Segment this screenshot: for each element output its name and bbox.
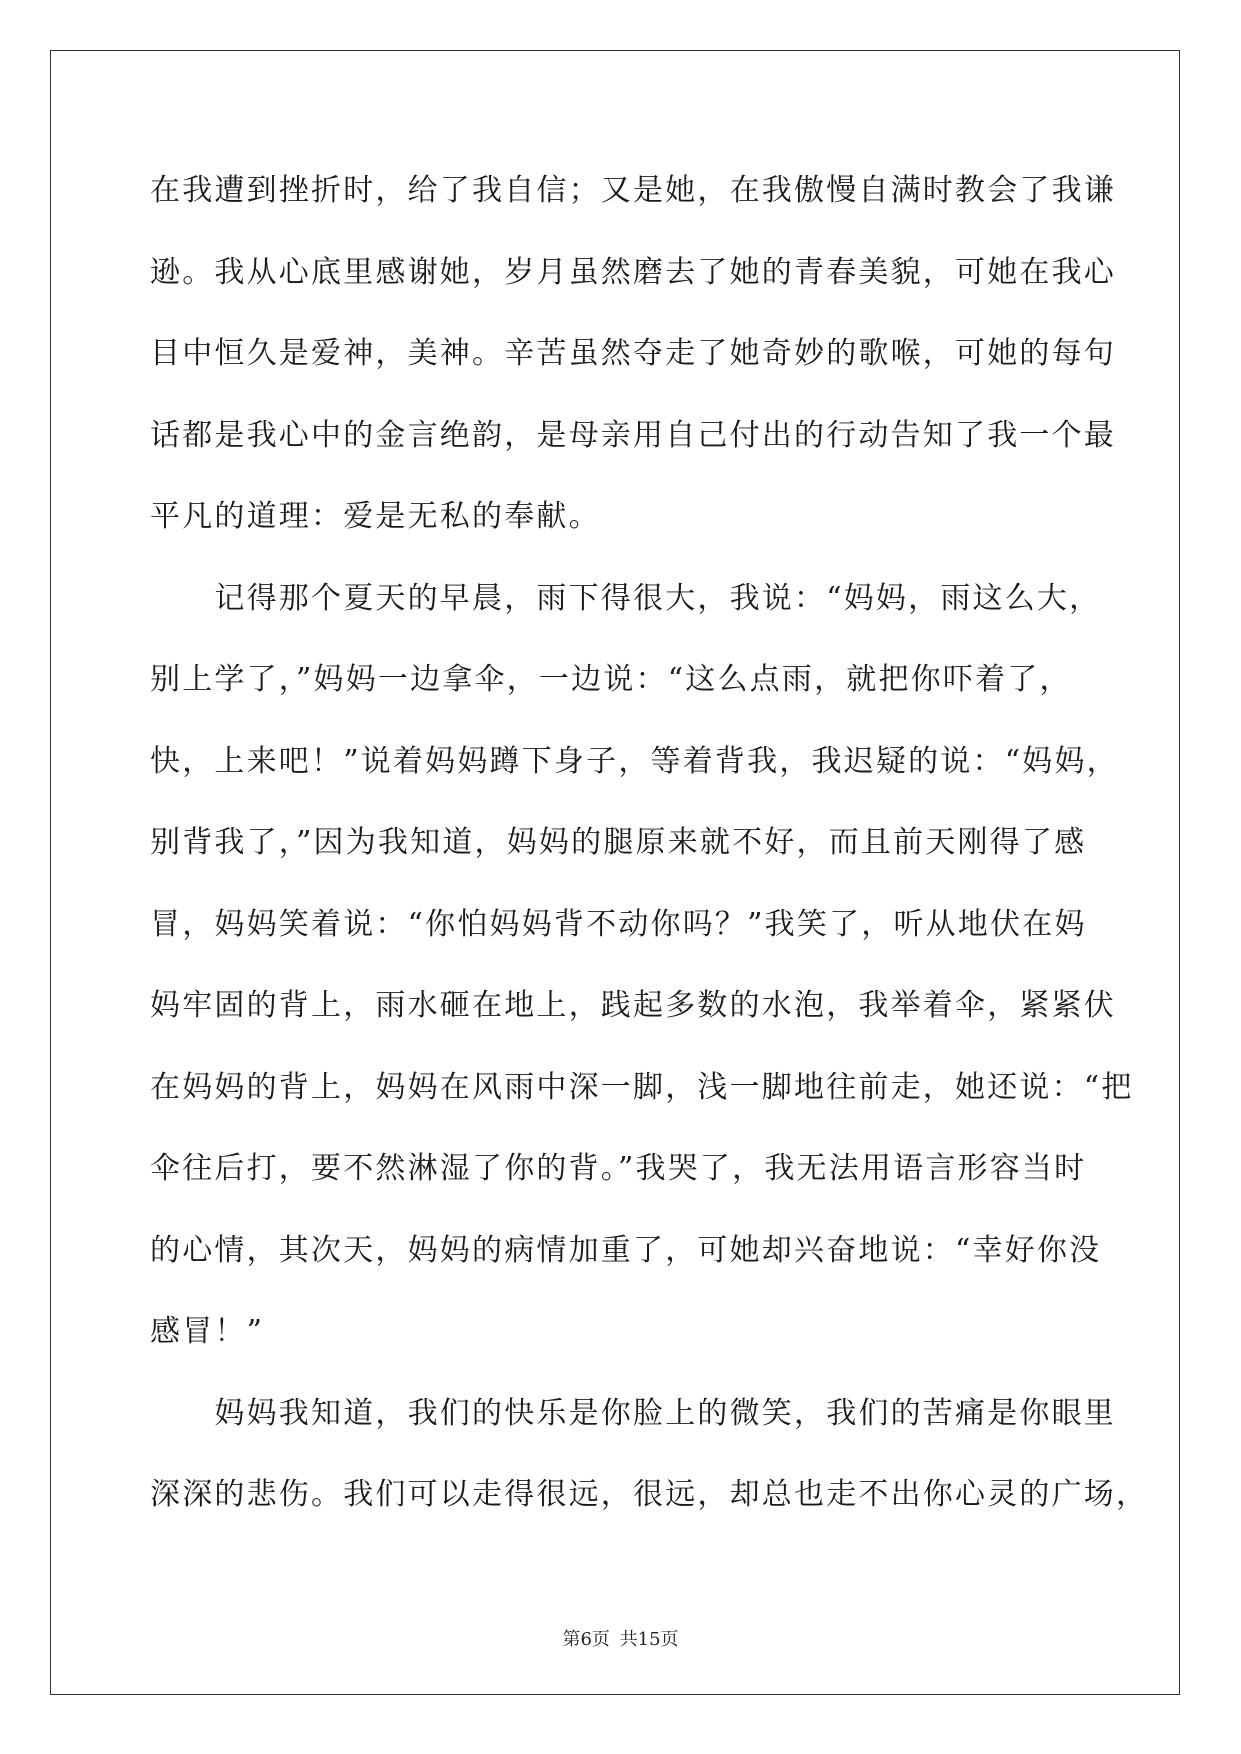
text-line: 在妈妈的背上，妈妈在风雨中深一脚，浅一脚地往前走，她还说：“把 bbox=[150, 1069, 1134, 1105]
text-line: 深深的悲伤。我们可以走得很远，很远，却总也走不出你心灵的广场， bbox=[150, 1477, 1149, 1512]
text-line: 快，上来吧！”说着妈妈蹲下身子，等着背我，我迟疑的说：“妈妈， bbox=[150, 743, 1119, 779]
text-line: 平凡的道理：爱是无私的奉献。 bbox=[150, 499, 601, 534]
text-line: 记得那个夏天的早晨，雨下得很大，我说：“妈妈，雨这么大， bbox=[150, 580, 1102, 616]
text-line: 逊。我从心底里感谢她，岁月虽然磨去了她的青春美貌，可她在我心 bbox=[150, 254, 1116, 290]
text-line: 目中恒久是爱神，美神。辛苦虽然夺走了她奇妙的歌喉，可她的每句 bbox=[150, 336, 1116, 371]
text-line: 感冒！” bbox=[150, 1314, 265, 1349]
text-line: 别背我了，”因为我知道，妈妈的腿原来就不好，而且前天刚得了感 bbox=[150, 825, 1087, 860]
text-line: 冒，妈妈笑着说：“你怕妈妈背不动你吗？”我笑了，听从地伏在妈 bbox=[150, 906, 1087, 942]
text-line: 别上学了，”妈妈一边拿伞，一边说：“这么点雨，就把你吓着了， bbox=[150, 662, 1072, 697]
text-line: 妈妈我知道，我们的快乐是你脸上的微笑，我们的苦痛是你眼里 bbox=[150, 1395, 1116, 1431]
text-line: 妈牢固的背上，雨水砸在地上，践起多数的水泡，我举着伞，紧紧伏 bbox=[150, 988, 1116, 1023]
document-body bbox=[150, 150, 1149, 1536]
text-line: 伞往后打，要不然淋湿了你的背。”我哭了，我无法用语言形容当时 bbox=[150, 1151, 1087, 1186]
text-line: 在我遭到挫折时，给了我自信；又是她，在我傲慢自满时教会了我谦 bbox=[150, 173, 1116, 208]
text-line: 话都是我心中的金言绝韵，是母亲用自己付出的行动告知了我一个最 bbox=[150, 417, 1116, 453]
page-number: 第6页 bbox=[562, 1629, 610, 1650]
text-line: 的心情，其次天，妈妈的病情加重了，可她却兴奋地说：“幸好你没 bbox=[150, 1232, 1102, 1268]
page-total: 共15页 bbox=[619, 1629, 679, 1650]
page-footer bbox=[0, 1625, 1241, 1651]
